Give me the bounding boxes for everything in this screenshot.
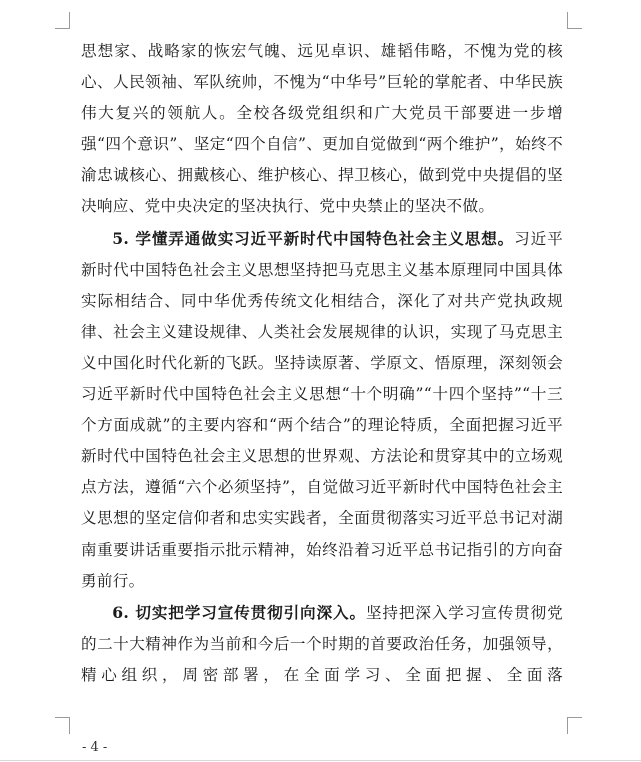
crop-mark-top-left: [55, 12, 70, 29]
crop-mark-top-right: [567, 12, 582, 29]
paragraph-item-6: [81, 597, 563, 691]
paragraph-continuation: [81, 36, 563, 223]
crop-mark-bottom-right: [567, 717, 582, 734]
paragraph-heading: 6. 切实把学习宣传贯彻引向深入。: [112, 602, 366, 622]
page-bottom-edge: [0, 760, 641, 761]
paragraph-heading: 5. 学懂弄通做实习近平新时代中国特色社会主义思想。: [112, 228, 515, 248]
page-number: - 4 -: [82, 740, 108, 755]
paragraph-item-5: [81, 223, 563, 597]
paragraph-text: 习近平新时代中国特色社会主义思想坚持把马克思主义基本原理同中国具体实际相结合、同中华优秀传统文化相结合，深化了对共产党执政规律、社会主义建设规律、人类社会发展规律的认识，实现了马克思主义中国化时代化新的飞跃。坚持读原著、学原文、悟原理，深刻领会习近平新时代中国特色社会主义思想“十个明确”“十四个坚持”“十三个方面成就”的主要内容和“两个结合”的理论特质，全面把握习近平新时代中国特色社会主义思想的世界观、方法论和贯穿其中的立场观点方法，遵循“六个必须坚持”，自觉做习近平新时代中国特色社会主义思想的坚定信仰者和忠实实践者，全面贯彻落实习近平总书记对湖南重要讲话重要指示批示精神，始终沿着习近平总书记指引的方向奋勇前行。: [81, 229, 563, 590]
paragraph-text: 思想家、战略家的恢宏气魄、远见卓识、雄韬伟略，不愧为党的核心、人民领袖、军队统帅，不愧为“中华号”巨轮的掌舵者、中华民族伟大复兴的领航人。全校各级党组织和广大党员干部要进一步增强“四个意识”、坚定“四个自信”、更加自觉做到“两个维护”，始终不渝忠诚核心、拥戴核心、维护核心、捍卫核心，做到党中央提倡的坚决响应、党中央决定的坚决执行、党中央禁止的坚决不做。: [81, 42, 563, 216]
crop-mark-bottom-left: [55, 717, 70, 734]
document-body: [81, 36, 563, 691]
paragraph-text: 坚持把深入学习宣传贯彻党的二十大精神作为当前和今后一个时期的首要政治任务，加强领导，精心组织，周密部署，在全面学习、全面把握、全面落: [81, 603, 563, 684]
